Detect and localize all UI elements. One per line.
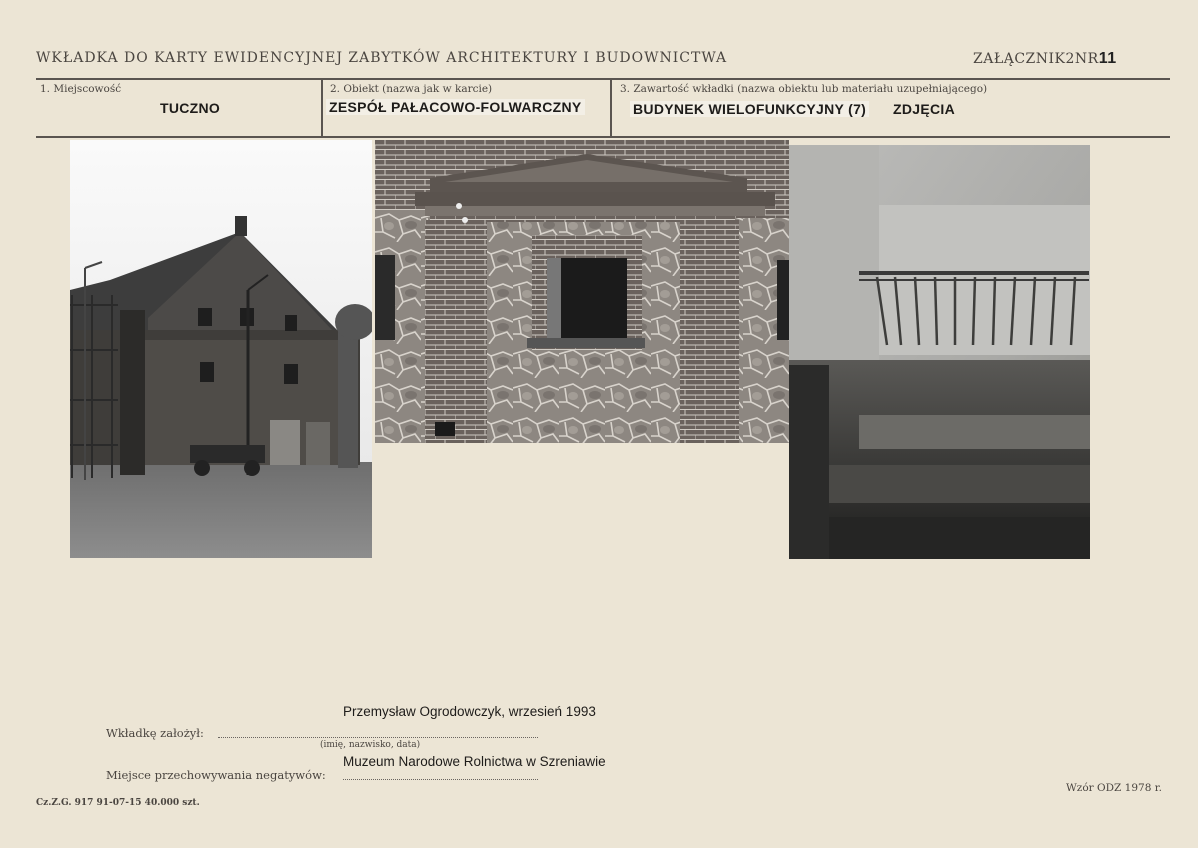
- annex-prefix: 2: [1065, 51, 1075, 67]
- table-bottom-line: [36, 136, 1170, 138]
- form-title: WKŁADKA DO KARTY EWIDENCYJNEJ ZABYTKÓW ARCHITEKTURY I BUDOWNICTWA: [36, 50, 728, 66]
- annex-number-value: 11: [1098, 50, 1117, 67]
- created-value: Przemysław Ogrodowczyk, wrzesień 1993: [343, 704, 596, 719]
- table-top-line: [36, 78, 1170, 80]
- table-divider-1: [321, 80, 323, 136]
- table-divider-2: [610, 80, 612, 136]
- created-label: Wkładkę założył:: [106, 726, 204, 740]
- created-dotted-line: [218, 737, 538, 738]
- place-label: 1. Miejscowość: [40, 83, 122, 95]
- created-hint: (imię, nazwisko, data): [320, 740, 421, 750]
- annex-label: ZAŁĄCZNIK: [973, 51, 1066, 67]
- storage-label: Miejsce przechowywania negatywów:: [106, 768, 326, 782]
- content-type: ZDJĘCIA: [893, 101, 955, 117]
- building-photo: [70, 140, 372, 558]
- storage-dotted-line: [343, 779, 538, 780]
- annex-number: [973, 50, 1117, 68]
- window-wall-photo: [375, 140, 789, 443]
- object-label: 2. Obiekt (nazwa jak w karcie): [330, 83, 493, 95]
- content-value: BUDYNEK WIELOFUNKCYJNY (7): [630, 101, 869, 117]
- object-value: ZESPÓŁ PAŁACOWO-FOLWARCZNY: [326, 99, 585, 115]
- content-label: 3. Zawartość wkładki (nazwa obiektu lub materiału uzupełniającego): [620, 83, 988, 95]
- storage-value: Muzeum Narodowe Rolnictwa w Szreniawie: [343, 754, 606, 769]
- place-value: TUCZNO: [160, 100, 221, 116]
- form-code: Wzór ODZ 1978 r.: [1066, 782, 1162, 794]
- interior-feeder-photo: [789, 145, 1090, 559]
- print-code: Cz.Z.G. 917 91-07-15 40.000 szt.: [36, 798, 200, 808]
- annex-nr-label: NR: [1074, 51, 1099, 67]
